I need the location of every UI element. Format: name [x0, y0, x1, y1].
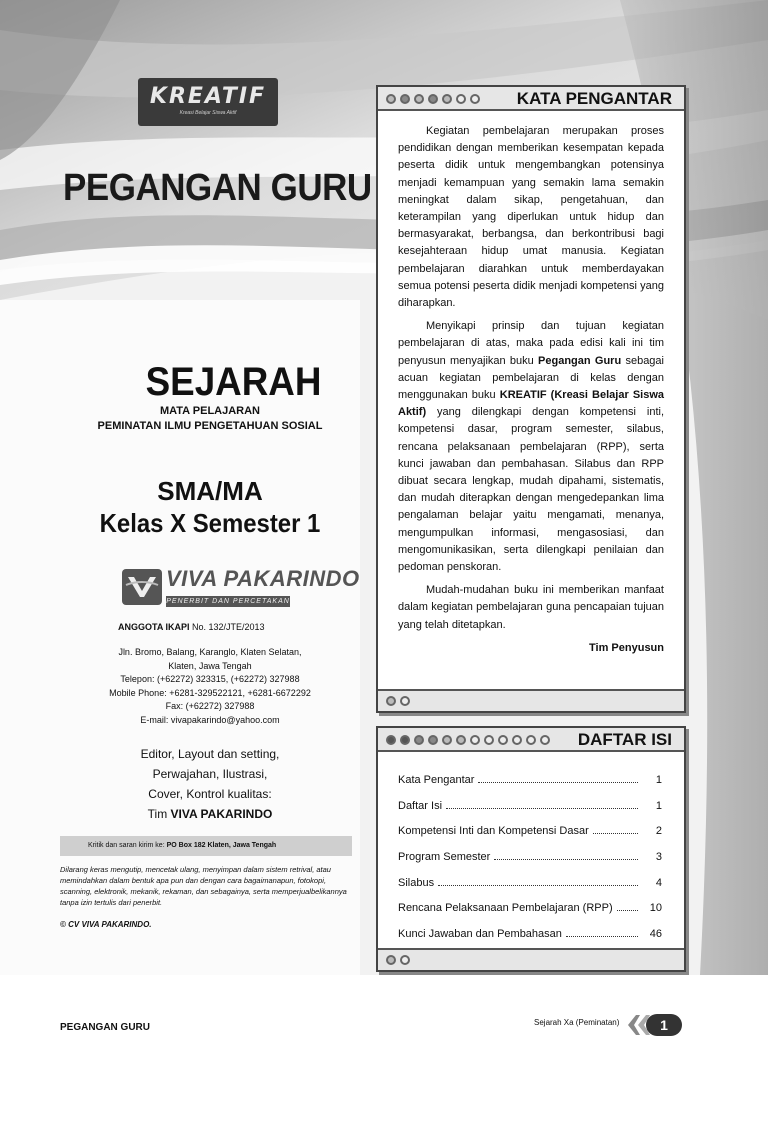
- toc-leader: [438, 872, 638, 886]
- kata-pengantar-body: [378, 111, 684, 665]
- credits: [90, 744, 330, 824]
- decor-dot-icon: [498, 735, 508, 745]
- toc-entry[interactable]: [378, 845, 684, 871]
- toc-label: Kompetensi Inti dan Kompetensi Dasar: [398, 825, 589, 838]
- decor-dot-icon: [400, 696, 410, 706]
- notice-address: PO Box 182 Klaten, Jawa Tengah: [166, 842, 277, 849]
- decor-dot-icon: [400, 955, 410, 965]
- subject-subtitle-1: MATA PELAJARAN: [159, 405, 260, 417]
- footer-book-title: PEGANGAN GURU: [60, 1022, 151, 1033]
- toc-label: Silabus: [398, 876, 435, 889]
- address-line: Jln. Bromo, Balang, Karanglo, Klaten Selatan,: [118, 647, 302, 657]
- credit-team-prefix: Tim: [147, 807, 168, 821]
- text-run: Menyikapi prinsip dan tujuan kegiatan pembelajaran di atas, maka pada edisi kali ini tim penyusun menyajikan buku: [398, 320, 664, 367]
- publisher-logo-icon: [122, 567, 162, 607]
- decor-dot-icon: [414, 94, 424, 104]
- toc-leader: [617, 897, 638, 911]
- daftar-isi-panel: [376, 726, 686, 972]
- toc-label: Kunci Jawaban dan Pembahasan: [398, 928, 562, 941]
- panel-footer-bar: [378, 948, 684, 970]
- text-run-bold: Pegangan Guru: [538, 354, 622, 367]
- toc-entry[interactable]: [378, 768, 684, 794]
- decor-dot-icon: [470, 735, 480, 745]
- copyright-disclaimer: Dilarang keras mengutip, mencetak ulang, menyimpan dalam sistem retrival, atau memindahkan dalam bentuk apa pun dan dengan cara bagaimanapun, fotokopi, scanning, elektronik, mekanik, rekaman, dan sebagainya, serta memperjualbelikannya tanpa izin tertulis dari penerbit.: [60, 865, 347, 907]
- toc-page: 1: [655, 774, 662, 786]
- signature: Tim Penyusun: [589, 641, 664, 654]
- toc-entry[interactable]: [378, 922, 684, 948]
- credit-team: [90, 804, 330, 824]
- toc-page: 3: [655, 851, 662, 864]
- panel-header-bar: [378, 87, 684, 111]
- feedback-notice: [60, 836, 352, 856]
- decor-dot-icon: [540, 735, 550, 745]
- text-run: sebagai acuan kegiatan pembelajaran di kelas dengan menggunakan buku: [398, 354, 664, 402]
- ikapi-number: No. 132/JTE/2013: [192, 622, 265, 632]
- subject-subtitle-2: PEMINATAN ILMU PENGETAHUAN SOSIAL: [97, 420, 323, 432]
- decor-dot-icon: [484, 735, 494, 745]
- toc-page: 46: [649, 928, 662, 941]
- kata-pengantar-panel: [376, 85, 686, 713]
- decor-dot-icon: [386, 94, 396, 104]
- decor-dot-icon: [400, 735, 410, 745]
- address-line: E-mail: vivapakarindo@yahoo.com: [140, 714, 280, 725]
- address-line: Fax: (+62272) 327988: [165, 701, 255, 711]
- school-level: SMA/MA: [157, 476, 263, 506]
- publisher-address: [90, 646, 330, 727]
- paragraph: Mudah-mudahan buku ini memberikan manfaat dalam kegiatan pembelajaran guna pencapaian tujuan yang telah ditetapkan.: [398, 584, 664, 631]
- toc-leader: [593, 820, 638, 834]
- footer-subject: Sejarah Xa (Peminatan): [534, 1018, 620, 1027]
- kata-pengantar-heading: KATA PENGANTAR: [516, 89, 672, 108]
- address-line: Klaten, Jawa Tengah: [168, 660, 252, 671]
- credit-team-name: VIVA PAKARINDO: [170, 807, 273, 821]
- credit-line: Editor, Layout dan setting,: [140, 747, 280, 761]
- toc-page: 4: [655, 876, 662, 889]
- decor-dot-icon: [526, 735, 536, 745]
- credit-line: Cover, Kontrol kualitas:: [148, 787, 272, 801]
- kreatif-logo: [138, 78, 278, 126]
- copyright-line: © CV VIVA PAKARINDO.: [60, 920, 152, 929]
- subject-title: SEJARAH: [145, 360, 322, 404]
- decor-dot-icon: [442, 735, 452, 745]
- toc-entry[interactable]: [378, 871, 684, 897]
- toc-label: Rencana Pelaksanaan Pembelajaran (RPP): [398, 902, 613, 915]
- decor-dot-icon: [400, 94, 410, 104]
- toc-entry[interactable]: [378, 896, 684, 922]
- address-line: Telepon: (+62272) 323315, (+62272) 327988: [120, 674, 300, 684]
- toc-entry[interactable]: [378, 819, 684, 845]
- credit-line: Perwajahan, Ilustrasi,: [152, 767, 268, 781]
- decor-dot-icon: [386, 696, 396, 706]
- ikapi-label: ANGGOTA IKAPI: [118, 622, 190, 632]
- decor-dot-icon: [456, 94, 466, 104]
- text-run-bold: KREATIF (Kreasi Belajar Siswa Aktif): [398, 389, 665, 419]
- decor-dot-icon: [386, 735, 396, 745]
- decor-dot-icon: [442, 94, 452, 104]
- decor-dot-icon: [428, 94, 438, 104]
- page-number-badge: [626, 1013, 686, 1037]
- page-number: 1: [660, 1017, 668, 1033]
- brand-logo-text: KREATIF: [149, 84, 267, 109]
- toc-leader: [446, 795, 638, 809]
- decor-dot-icon: [414, 735, 424, 745]
- decor-dot-icon: [512, 735, 522, 745]
- panel-footer-bar: [378, 689, 684, 711]
- daftar-isi-heading: DAFTAR ISI: [577, 730, 672, 749]
- toc-page: 2: [655, 825, 662, 838]
- toc-label: Program Semester: [398, 851, 491, 864]
- brand-tagline: Kreasi Belajar Siswa Aktif: [179, 110, 237, 116]
- decor-dot-icon: [428, 735, 438, 745]
- text-run: yang dilengkapi dengan kompetensi inti, kompetensi dasar, program semester, silabus, rencana pelaksanaan pembelajaran (RPP), serta kunci jawaban dan pembahasan. Silabus dan RPP dibuat secara lengkap, mudah dipahami, sistematis, dan mudah diterapkan dengan mengedepankan lima pengalaman belajar yaitu mengamati, menanya, mengumpulkan informasi, mengasosiasi, dan mengomunikasikan, serta dilengkapi penilaian dan pedoman penskoran.: [398, 406, 664, 574]
- decor-dot-icon: [470, 94, 480, 104]
- class-semester: Kelas X Semester 1: [99, 508, 321, 538]
- decor-dot-icon: [456, 735, 466, 745]
- toc-entry[interactable]: [378, 794, 684, 820]
- publisher-name: VIVA PAKARINDO: [166, 566, 360, 591]
- address-line: Mobile Phone: +6281-329522121, +6281-6672292: [109, 687, 311, 698]
- toc-page: 1: [655, 799, 662, 812]
- panel-header-bar: [378, 728, 684, 752]
- book-title: PEGANGAN GURU: [63, 167, 372, 209]
- toc-leader: [494, 846, 638, 860]
- toc-leader: [478, 769, 638, 783]
- toc-page: 10: [649, 902, 662, 915]
- toc-leader: [566, 923, 638, 937]
- decor-dot-icon: [386, 955, 396, 965]
- toc-label: Daftar Isi: [398, 799, 443, 812]
- paragraph: Kegiatan pembelajaran merupakan proses pendidikan dengan memberikan kesempatan kepada peserta didik untuk mengembangkan potensinya menjadi kemampuan yang semakin lama semakin meningkat dalam sikap, pengetahuan, dan keterampilan yang diperlukan untuk hidup dan bermasyarakat, berbangsa, dan berkontribusi bagi kesejahteraan hidup umat manusia. Kegiatan pembelajaran diarahkan untuk memberdayakan semua potensi peserta didik menjadi kompetensi yang diharapkan.: [398, 125, 664, 310]
- toc-list: [378, 752, 684, 948]
- ikapi-membership: [118, 622, 265, 632]
- notice-prefix: Kritik dan saran kirim ke:: [88, 842, 165, 849]
- paragraph: [398, 318, 664, 576]
- publisher-tagline: PENERBIT DAN PERCETAKAN: [166, 598, 290, 605]
- toc-label: Kata Pengantar: [398, 774, 475, 786]
